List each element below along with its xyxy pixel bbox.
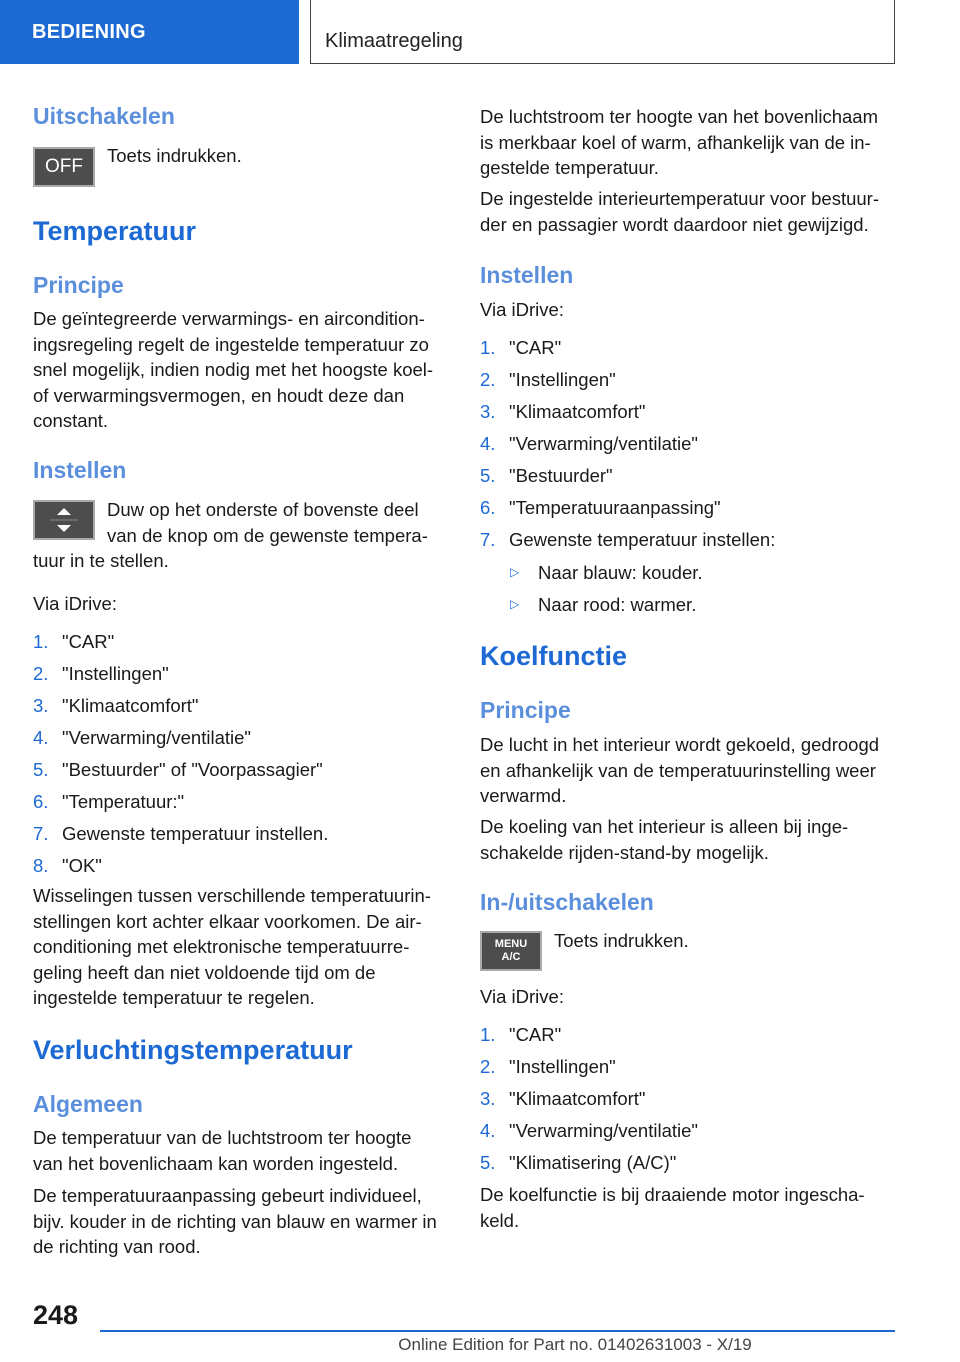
section-title: BEDIENING xyxy=(32,21,146,43)
list-text: "Temperatuur:" xyxy=(62,791,185,812)
text-line: van het bovenlichaam kan worden ingesteld. xyxy=(33,1152,399,1174)
list-number: 1. xyxy=(480,337,496,358)
list-number: 6. xyxy=(33,791,49,812)
list-number: 6. xyxy=(480,497,496,518)
list-number: 2. xyxy=(480,1056,496,1077)
list-number: 2. xyxy=(33,663,49,684)
text-line: of verwarmingsvermogen, en houdt deze dan xyxy=(33,384,405,406)
list-text: "Bestuurder" xyxy=(509,465,613,486)
text-line: der en passagier wordt daardoor niet gewijzigd. xyxy=(480,213,869,235)
list-text: "Instellingen" xyxy=(509,369,616,390)
list-text: "Klimaatcomfort" xyxy=(62,695,199,716)
list-text: "Instellingen" xyxy=(62,663,169,684)
text-line: De ingestelde interieurtemperatuur voor bestuur- xyxy=(480,188,879,209)
up-down-arrows-icon xyxy=(44,503,84,537)
list-text: "CAR" xyxy=(509,337,562,358)
text-line: bijv. kouder in de richting van blauw en warmer in xyxy=(33,1210,437,1232)
list-text: "Klimaatcomfort" xyxy=(509,1088,646,1109)
heading-verluchtingstemperatuur: Verluchtingstemperatuur xyxy=(33,1035,353,1065)
list-number: 4. xyxy=(33,727,49,748)
list-number: 8. xyxy=(33,855,49,876)
text-line: geling heeft dan niet voldoende tijd om de xyxy=(33,961,376,983)
interieur-text xyxy=(480,186,879,237)
edition-text: Online Edition for Part no. 01402631003 - X/19 xyxy=(398,1335,752,1354)
heading-uitschakelen: Uitschakelen xyxy=(33,103,175,129)
triangle-bullet-icon: ▷ xyxy=(510,565,520,579)
text-line: snel mogelijk, indien nodig met het hoogste koel- xyxy=(33,359,434,380)
text-line: conditioning met elektronische temperatuurre- xyxy=(33,936,410,957)
heading-principe-right: Principe xyxy=(480,697,571,723)
list-number: 5. xyxy=(33,759,49,780)
heading-algemeen: Algemeen xyxy=(33,1091,143,1117)
instellen-text-b: tuur in te stellen. xyxy=(33,550,169,571)
list-number: 2. xyxy=(480,369,496,390)
koel-principe-text xyxy=(480,732,879,809)
wisselingen-text xyxy=(33,883,431,1011)
text-line: keld. xyxy=(480,1209,520,1231)
chapter-title: Klimaatregeling xyxy=(325,30,463,52)
heading-instellen-right: Instellen xyxy=(480,262,574,288)
list-text: Gewenste temperatuur instellen. xyxy=(62,823,329,844)
text-line: is merkbaar koel of warm, afhankelijk van de in- xyxy=(480,131,871,153)
list-number: 7. xyxy=(33,823,49,844)
text-line: De lucht in het interieur wordt gekoeld, gedroogd xyxy=(480,734,880,755)
algemeen-text-1 xyxy=(33,1125,411,1176)
list-number: 5. xyxy=(480,465,496,486)
menu-ac-button-icon xyxy=(480,931,542,971)
list-number: 1. xyxy=(480,1024,496,1045)
text-line: verwarmd. xyxy=(480,785,567,806)
page-number: 248 xyxy=(33,1300,79,1330)
koelfunctie-end-text xyxy=(480,1182,865,1233)
text-line: schakelde rijden-stand-by mogelijk. xyxy=(480,841,769,863)
list-text: "Verwarming/ventilatie" xyxy=(62,727,251,748)
text-line: de richting van rood. xyxy=(33,1236,201,1257)
list-number: 4. xyxy=(480,1120,496,1141)
text-line: De koeling van het interieur is alleen bij inge- xyxy=(480,816,849,837)
temperature-rocker-icon xyxy=(33,500,95,540)
list-text: Gewenste temperatuur instellen: xyxy=(509,529,776,550)
off-button-icon xyxy=(33,147,95,187)
algemeen-text-2 xyxy=(33,1183,437,1260)
list-number: 4. xyxy=(480,433,496,454)
list-number: 7. xyxy=(480,529,496,550)
list-text: Naar blauw: kouder. xyxy=(538,562,703,583)
list-number: 3. xyxy=(33,695,49,716)
section-tab xyxy=(0,0,299,64)
heading-instellen: Instellen xyxy=(33,457,127,483)
list-number: 3. xyxy=(480,1088,496,1109)
list-text: Naar rood: warmer. xyxy=(538,594,697,615)
via-idrive-label: Via iDrive: xyxy=(480,299,564,320)
text-line: ingestelde temperatuur te regelen. xyxy=(33,987,315,1008)
list-text: "CAR" xyxy=(62,631,115,652)
list-number: 1. xyxy=(33,631,49,652)
koeling-text xyxy=(480,814,848,865)
list-number: 3. xyxy=(480,401,496,422)
via-idrive-label: Via iDrive: xyxy=(33,593,117,614)
list-text: "Klimatisering (A/C)" xyxy=(509,1152,677,1173)
text-line: en afhankelijk van de temperatuurinstelling weer xyxy=(480,759,876,781)
text-line: ingsregeling regelt de ingestelde temperatuur zo xyxy=(33,333,429,355)
heading-temperatuur: Temperatuur xyxy=(33,216,197,246)
triangle-bullet-icon: ▷ xyxy=(510,597,520,611)
list-text: "Verwarming/ventilatie" xyxy=(509,433,698,454)
text-line: De temperatuuraanpassing gebeurt individueel, xyxy=(33,1185,422,1206)
text-line: De geïntegreerde verwarmings- en aircondition- xyxy=(33,308,425,329)
list-text: "Instellingen" xyxy=(509,1056,616,1077)
text-line: De temperatuur van de luchtstroom ter hoogte xyxy=(33,1127,412,1148)
heading-in-uitschakelen: In-/uitschakelen xyxy=(480,889,654,915)
chapter-header xyxy=(310,0,895,64)
list-text: "Temperatuuraanpassing" xyxy=(509,497,721,518)
text-line: constant. xyxy=(33,410,109,431)
menu-ac-label-line2: A/C xyxy=(501,951,521,963)
menu-ac-label-line1: MENU xyxy=(494,938,528,950)
luchtstroom-text xyxy=(480,104,878,181)
text-line: De luchtstroom ter hoogte van het bovenlichaam xyxy=(480,106,878,127)
list-text: "OK" xyxy=(62,855,102,876)
instellen-text-a xyxy=(107,497,428,548)
principe-text xyxy=(33,306,433,434)
list-text: "Klimaatcomfort" xyxy=(509,401,646,422)
off-button-label: OFF xyxy=(45,156,83,177)
heading-principe: Principe xyxy=(33,272,124,298)
list-text: "Verwarming/ventilatie" xyxy=(509,1120,698,1141)
heading-koelfunctie: Koelfunctie xyxy=(480,641,628,671)
text-line: gestelde temperatuur. xyxy=(480,157,659,178)
off-instruction: Toets indrukken. xyxy=(107,145,242,166)
text-line: stellingen kort achter elkaar voorkomen. De air- xyxy=(33,910,422,932)
footer-divider xyxy=(100,1330,895,1332)
via-idrive-label: Via iDrive: xyxy=(480,986,564,1007)
list-number: 5. xyxy=(480,1152,496,1173)
text-line: De koelfunctie is bij draaiende motor ingescha- xyxy=(480,1184,865,1205)
list-text: "Bestuurder" of "Voorpassagier" xyxy=(62,759,323,780)
text-line: Duw op het onderste of bovenste deel xyxy=(107,499,419,520)
text-line: van de knop om de gewenste tempera- xyxy=(107,524,428,546)
text-line: Wisselingen tussen verschillende temperatuurin- xyxy=(33,885,431,906)
list-text: "CAR" xyxy=(509,1024,562,1045)
menu-ac-instruction: Toets indrukken. xyxy=(554,930,689,951)
